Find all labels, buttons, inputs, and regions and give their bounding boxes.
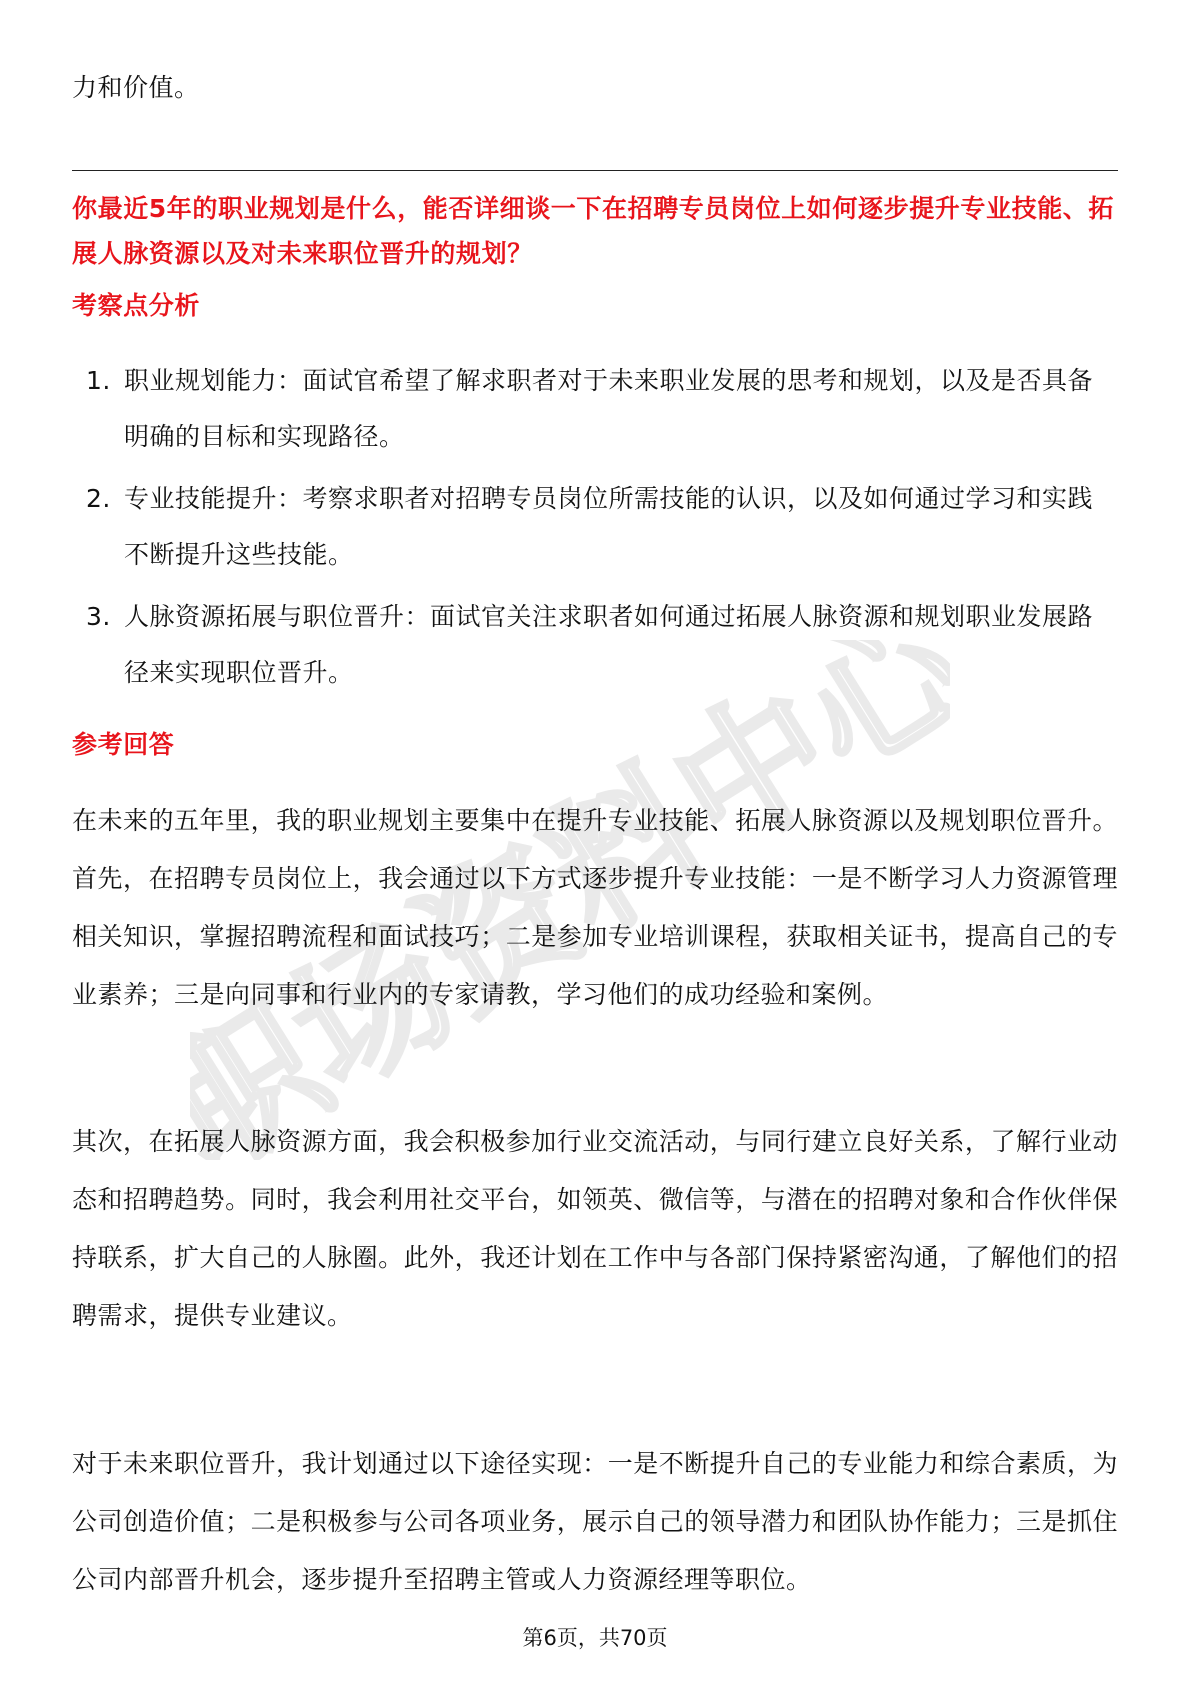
list-item bbox=[72, 353, 1118, 465]
answer-paragraph: 其次，在拓展人脉资源方面，我会积极参加行业交流活动，与同行建立良好关系，了解行业动态和招聘趋势。同时，我会利用社交平台，如领英、微信等，与潜在的招聘对象和合作伙伴保持联系，扩大自己的人脉圈。此外，我还计划在工作中与各部门保持紧密沟通，了解他们的招聘需求，提供专业建议。 bbox=[72, 1127, 1118, 1330]
list-item-text: 职业规划能力：面试官希望了解求职者对于未来职业发展的思考和规划，以及是否具备明确的目标和实现路径。 bbox=[124, 366, 1094, 451]
list-item bbox=[72, 589, 1118, 701]
list-item bbox=[72, 471, 1118, 583]
svg-text:职场资料中心: 职场资料中心 bbox=[190, 640, 950, 1160]
intro-text-continuation: 力和价值。 bbox=[72, 73, 200, 102]
list-item-text: 人脉资源拓展与职位晋升：面试官关注求职者如何通过拓展人脉资源和规划职业发展路径来实现职位晋升。 bbox=[124, 602, 1094, 687]
answer-paragraph: 在未来的五年里，我的职业规划主要集中在提升专业技能、拓展人脉资源以及规划职位晋升。首先，在招聘专员岗位上，我会通过以下方式逐步提升专业技能：一是不断学习人力资源管理相关知识，掌握招聘流程和面试技巧；二是参加专业培训课程，获取相关证书，提高自己的专业素养；三是向同事和行业内的专家请教，学习他们的成功经验和案例。 bbox=[72, 806, 1118, 1009]
analysis-points-list bbox=[72, 353, 1118, 707]
answer-heading: 参考回答 bbox=[72, 730, 175, 759]
list-item-number: 2. bbox=[86, 484, 111, 513]
page-number-footer: 第6页，共70页 bbox=[522, 1626, 668, 1650]
interview-question: 你最近5年的职业规划是什么，能否详细谈一下在招聘专员岗位上如何逐步提升专业技能、拓展人脉资源以及对未来职位晋升的规划？ bbox=[72, 194, 1114, 268]
list-item-number: 1. bbox=[86, 366, 111, 395]
analysis-heading: 考察点分析 bbox=[72, 291, 201, 320]
section-divider bbox=[72, 170, 1118, 171]
list-item-text: 专业技能提升：考察求职者对招聘专员岗位所需技能的认识，以及如何通过学习和实践不断提升这些技能。 bbox=[124, 484, 1094, 569]
list-item-number: 3. bbox=[86, 602, 111, 631]
answer-paragraph: 对于未来职位晋升，我计划通过以下途径实现：一是不断提升自己的专业能力和综合素质，为公司创造价值；二是积极参与公司各项业务，展示自己的领导潜力和团队协作能力；三是抓住公司内部晋升机会，逐步提升至招聘主管或人力资源经理等职位。 bbox=[72, 1449, 1118, 1594]
